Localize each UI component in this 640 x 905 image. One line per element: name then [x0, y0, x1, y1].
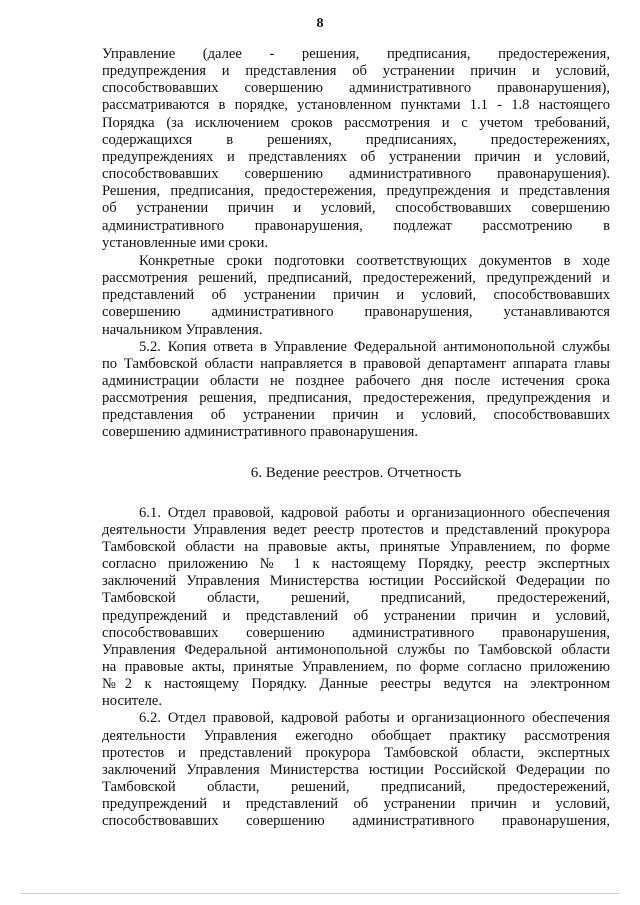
text-line: совершению административного правонарушения, устанавливаются: [102, 304, 610, 321]
text-line: предупреждениях и представлениях об устранении причин и условий,: [102, 148, 610, 165]
section-heading: 6. Ведение реестров. Отчетность: [250, 464, 462, 481]
text-line: администрации области не позднее рабочего дня после истечения срока: [102, 372, 610, 389]
text-line: начальником Управления.: [102, 321, 263, 338]
scan-edge-line: [20, 893, 620, 894]
paragraph-5-2: [102, 339, 610, 442]
text-line: предупреждения и представления об устранении причин и условий,: [102, 63, 610, 80]
text-line: №2 к настоящему Порядку. Данные реестры ведутся на электронном: [102, 676, 610, 693]
text-line: деятельности Управления ежегодно обобщает практику рассмотрения: [102, 727, 610, 744]
text-line: административного правонарушения, подлежат рассмотрению в: [102, 217, 610, 234]
text-line: по Тамбовской области направляется в правовой департамент аппарата главы: [102, 355, 610, 372]
text-line: установленные ими сроки.: [102, 234, 269, 251]
paragraph-review-procedure: [102, 46, 610, 252]
text-line: представлений об устранении причин и условий, способствовавших: [102, 287, 610, 304]
text-line: способствовавших совершению административного правонарушения,: [102, 813, 610, 830]
text-line: Конкретные сроки подготовки соответствующих документов в ходе: [139, 252, 610, 269]
text-line: предупреждений и представлений об устранении причин и условий,: [102, 796, 610, 813]
text-line: способствовавших совершению административного правонарушения).: [102, 166, 610, 183]
text-line: рассмотрения решений, предписаний, предостережений, предупреждений и: [102, 270, 610, 287]
text-line: содержащихся в решениях, предписаниях, предостережениях,: [102, 131, 610, 148]
text-line: 6.1. Отдел правовой, кадровой работы и организационного обеспечения: [139, 504, 610, 521]
document-body: [102, 46, 610, 831]
text-line: предупреждений и представлений об устранении причин и условий,: [102, 607, 610, 624]
text-line: согласно приложению № 1 к настоящему Порядку, реестр экспертных: [102, 556, 610, 573]
text-line: заключений Управления Министерства юстиции Российской Федерации по: [102, 761, 610, 778]
page-number: 8: [316, 16, 324, 31]
text-line: рассматриваются в порядке, установленном пунктами 1.1 - 1.8 настоящего: [102, 97, 610, 114]
paragraph-specific-deadlines: [102, 253, 610, 339]
text-line: способствовавших совершению административного правонарушения),: [102, 80, 610, 97]
text-line: заключений Управления Министерства юстиции Российской Федерации по: [102, 573, 610, 590]
text-line: способствовавших совершению административного правонарушения,: [102, 624, 610, 641]
text-line: носителе.: [102, 693, 163, 710]
text-line: Порядка (за исключением сроков рассмотрения и с учетом требований,: [102, 114, 610, 131]
paragraph-6-1: [102, 505, 610, 711]
text-line: Тамбовской области, решений, предписаний, предостережений,: [102, 590, 610, 607]
text-line: рассмотрения решения, предписания, предостережения, предупреждения и: [102, 390, 610, 407]
text-line: деятельности Управления ведет реестр протестов и представлений прокурора: [102, 521, 610, 538]
text-line: Управления Федеральной антимонопольной службы по Тамбовской области: [102, 641, 610, 658]
text-line: Управление (далее - решения, предписания, предостережения,: [102, 46, 610, 62]
text-line: Тамбовской области, решений, предписаний, предостережений,: [102, 779, 610, 796]
text-line: протестов и представлений прокурора Тамбовской области, экспертных: [102, 744, 610, 761]
text-line: об устранении причин и условий, способствовавших совершению: [102, 200, 610, 217]
text-line: Решения, предписания, предостережения, предупреждения и представления: [102, 183, 610, 200]
text-line: совершению административного правонарушения.: [102, 424, 419, 441]
text-line: 5.2. Копия ответа в Управление Федеральной антимонопольной службы: [139, 338, 610, 355]
text-line: 6.2. Отдел правовой, кадровой работы и организационного обеспечения: [139, 710, 610, 727]
paragraph-6-2: [102, 710, 610, 830]
text-line: Тамбовской области на правовые акты, принятые Управлением, по форме: [102, 538, 610, 555]
text-line: представления об устранении причин и условий, способствовавших: [102, 407, 610, 424]
text-line: на правовые акты, принятые Управлением, по форме согласно приложению: [102, 659, 610, 675]
